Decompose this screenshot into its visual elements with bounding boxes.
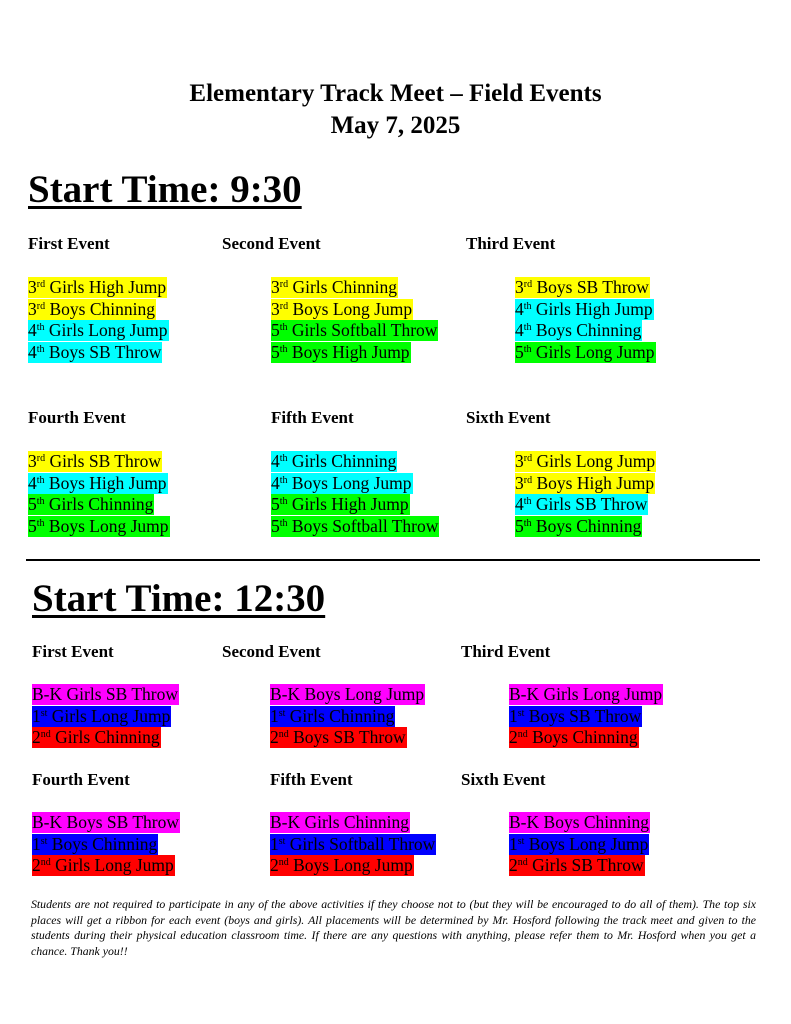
event-item [32, 684, 179, 705]
grade-ordinal: nd [278, 857, 289, 869]
grade-ordinal: th [36, 518, 45, 530]
event-name: Girls Long Jump [50, 855, 174, 876]
start-time-heading-1: Start Time: 9:30 [28, 168, 302, 211]
grade-number: 1 [270, 833, 279, 854]
grade-ordinal: nd [278, 729, 289, 741]
event-item [515, 342, 656, 363]
event-item [515, 320, 642, 341]
grade-ordinal: th [523, 300, 532, 312]
grade-number: 3 [515, 472, 524, 493]
event-heading: Fourth Event [28, 408, 126, 427]
event-item [32, 706, 171, 727]
grade-ordinal: nd [40, 857, 51, 869]
event-name: Boys Long Jump [288, 855, 413, 876]
event-name: Boys SB Throw [44, 342, 162, 363]
grade-number: 5 [271, 342, 280, 363]
participation-note: Students are not required to participate in any of the above activities if they choose not to (but they will be encouraged to do all of them). The top six places will get a ribbon for each event (boys and girls). All placements will be determined by Mr. Hosford following the track meet and given to the students during their physical education classroom time. If there are any questions with anything, please refer them to Mr. Hosford when you get a chance. Thank you!! [31, 897, 756, 958]
event-item [271, 299, 413, 320]
event-item [509, 855, 645, 876]
event-name: Girls Long Jump [532, 451, 656, 471]
event-item [28, 516, 170, 537]
grade-number: 2 [509, 727, 518, 748]
grade-ordinal: st [517, 835, 525, 847]
grade-ordinal: nd [517, 857, 528, 869]
event-heading: Second Event [222, 642, 321, 661]
event-heading: Third Event [461, 642, 551, 661]
grade-number: 5 [271, 516, 280, 537]
event-name: Girls Chinning [285, 705, 395, 726]
grade-number: 4 [515, 298, 524, 319]
grade-number: 4 [28, 320, 37, 341]
grade-ordinal: st [278, 707, 286, 719]
event-name: Girls Chinning [300, 812, 410, 832]
event-heading: Fourth Event [32, 770, 130, 789]
grade-ordinal: th [279, 344, 288, 356]
grade-number: B-K [270, 684, 301, 704]
grade-number: 5 [515, 342, 524, 363]
event-item [515, 494, 648, 515]
event-name: Girls Chinning [288, 277, 397, 297]
grade-ordinal: rd [523, 453, 533, 464]
event-name: Girls High Jump [531, 298, 653, 319]
event-item [271, 494, 410, 515]
grade-ordinal: th [36, 344, 45, 356]
grade-number: B-K [509, 684, 540, 704]
section-divider [26, 559, 760, 561]
grade-ordinal: rd [36, 279, 46, 290]
grade-number: 3 [271, 277, 280, 297]
event-date: May 7, 2025 [330, 112, 461, 139]
grade-number: 5 [271, 494, 280, 515]
event-item [270, 684, 425, 705]
event-item [509, 727, 639, 748]
grade-number: 3 [28, 451, 37, 471]
event-heading: Fifth Event [270, 770, 353, 789]
grade-number: 2 [270, 855, 279, 876]
event-name: Boys SB Throw [524, 705, 642, 726]
grade-number: 3 [515, 277, 524, 297]
event-item [509, 706, 642, 727]
grade-ordinal: th [279, 322, 288, 334]
grade-number: 4 [515, 494, 524, 515]
event-heading: Sixth Event [466, 408, 551, 427]
event-name: Girls High Jump [45, 277, 167, 297]
event-item [270, 834, 436, 855]
grade-number: B-K [270, 812, 301, 832]
event-item [28, 451, 162, 472]
event-item [271, 516, 439, 537]
event-item [271, 277, 398, 298]
event-heading: Third Event [466, 234, 556, 253]
event-item [271, 320, 438, 341]
grade-number: 5 [271, 320, 280, 341]
grade-number: 4 [515, 320, 524, 341]
event-item [28, 320, 169, 341]
event-item [271, 473, 413, 494]
grade-ordinal: th [279, 518, 288, 530]
event-name: Boys Chinning [539, 812, 650, 832]
event-item [515, 299, 654, 320]
event-item [270, 812, 410, 833]
event-name: Girls Softball Throw [287, 320, 438, 341]
event-name: Boys SB Throw [62, 812, 179, 832]
grade-number: 2 [509, 855, 518, 876]
event-item [509, 684, 663, 705]
grade-ordinal: th [36, 474, 45, 486]
event-name: Girls Long Jump [531, 342, 655, 363]
event-name: Boys SB Throw [288, 727, 406, 748]
event-heading: Sixth Event [461, 770, 546, 789]
grade-number: 1 [32, 833, 41, 854]
grade-number: 4 [271, 451, 280, 471]
grade-number: B-K [509, 812, 540, 832]
event-item [28, 342, 162, 363]
event-name: Boys Chinning [45, 298, 155, 319]
event-item [32, 834, 158, 855]
event-name: Girls High Jump [287, 494, 409, 515]
event-name: Boys Chinning [527, 727, 638, 748]
grade-ordinal: nd [517, 729, 528, 741]
grade-ordinal: th [279, 453, 288, 464]
grade-ordinal: th [279, 474, 288, 486]
grade-number: 3 [28, 277, 37, 297]
event-name: Girls Long Jump [47, 705, 171, 726]
event-item [515, 473, 655, 494]
event-item [32, 727, 161, 748]
event-item [271, 342, 411, 363]
event-item [515, 451, 656, 472]
grade-ordinal: rd [523, 474, 533, 486]
page-title: Elementary Track Meet – Field Events [189, 80, 602, 107]
event-name: Boys Chinning [531, 320, 642, 341]
event-name: Girls SB Throw [527, 855, 644, 876]
grade-ordinal: th [523, 518, 532, 530]
event-item [270, 706, 395, 727]
event-name: Girls Softball Throw [285, 833, 436, 854]
event-name: Boys Softball Throw [287, 516, 439, 537]
grade-ordinal: th [523, 496, 532, 508]
event-heading: Second Event [222, 234, 321, 253]
grade-ordinal: rd [279, 279, 289, 290]
grade-number: 5 [28, 516, 37, 537]
grade-number: 5 [28, 494, 37, 515]
event-heading: First Event [32, 642, 114, 661]
grade-ordinal: th [36, 496, 45, 508]
event-item [32, 812, 180, 833]
event-item [270, 855, 414, 876]
grade-ordinal: st [40, 835, 48, 847]
event-name: Girls Chinning [287, 451, 397, 471]
grade-number: B-K [32, 684, 63, 704]
grade-number: 2 [270, 727, 279, 748]
grade-number: 1 [509, 705, 518, 726]
event-name: Girls SB Throw [45, 451, 161, 471]
event-heading: First Event [28, 234, 110, 253]
event-name: Boys Long Jump [524, 833, 649, 854]
grade-ordinal: th [36, 322, 45, 334]
grade-number: 4 [28, 342, 37, 363]
grade-number: 5 [515, 516, 524, 537]
event-name: Boys Chinning [47, 833, 158, 854]
grade-ordinal: st [517, 707, 525, 719]
grade-ordinal: rd [36, 300, 46, 312]
grade-number: 4 [271, 472, 280, 493]
event-name: Girls SB Throw [62, 684, 179, 704]
event-item [515, 277, 650, 298]
grade-number: 3 [271, 298, 280, 319]
event-item [32, 855, 175, 876]
grade-number: 3 [28, 298, 37, 319]
grade-number: B-K [32, 812, 63, 832]
event-item [515, 516, 642, 537]
event-item [28, 277, 167, 298]
grade-ordinal: th [523, 322, 532, 334]
grade-ordinal: st [278, 835, 286, 847]
event-name: Boys Long Jump [300, 684, 425, 704]
event-name: Girls Chinning [44, 494, 154, 515]
event-item [28, 494, 154, 515]
grade-number: 2 [32, 727, 41, 748]
event-item [509, 834, 649, 855]
grade-number: 4 [28, 472, 37, 493]
event-name: Boys SB Throw [532, 277, 649, 297]
event-name: Boys High Jump [532, 472, 655, 493]
event-name: Girls Long Jump [44, 320, 168, 341]
grade-number: 1 [270, 705, 279, 726]
event-item [28, 473, 168, 494]
grade-number: 3 [515, 451, 524, 471]
event-name: Girls SB Throw [531, 494, 648, 515]
event-name: Boys Long Jump [288, 298, 413, 319]
event-heading: Fifth Event [271, 408, 354, 427]
event-name: Boys Long Jump [44, 516, 169, 537]
grade-ordinal: rd [36, 453, 46, 464]
grade-ordinal: rd [279, 300, 289, 312]
event-name: Boys High Jump [44, 472, 167, 493]
event-item [270, 727, 407, 748]
grade-ordinal: rd [523, 279, 533, 290]
event-name: Girls Long Jump [539, 684, 663, 704]
event-name: Boys Long Jump [287, 472, 412, 493]
event-name: Boys High Jump [287, 342, 410, 363]
grade-number: 1 [509, 833, 518, 854]
grade-number: 1 [32, 705, 41, 726]
event-name: Boys Chinning [531, 516, 642, 537]
grade-ordinal: th [523, 344, 532, 356]
start-time-heading-2: Start Time: 12:30 [32, 577, 326, 620]
event-item [509, 812, 650, 833]
grade-number: 2 [32, 855, 41, 876]
grade-ordinal: nd [40, 729, 51, 741]
event-item [28, 299, 156, 320]
event-name: Girls Chinning [50, 727, 160, 748]
grade-ordinal: st [40, 707, 48, 719]
event-item [271, 451, 397, 472]
grade-ordinal: th [279, 496, 288, 508]
